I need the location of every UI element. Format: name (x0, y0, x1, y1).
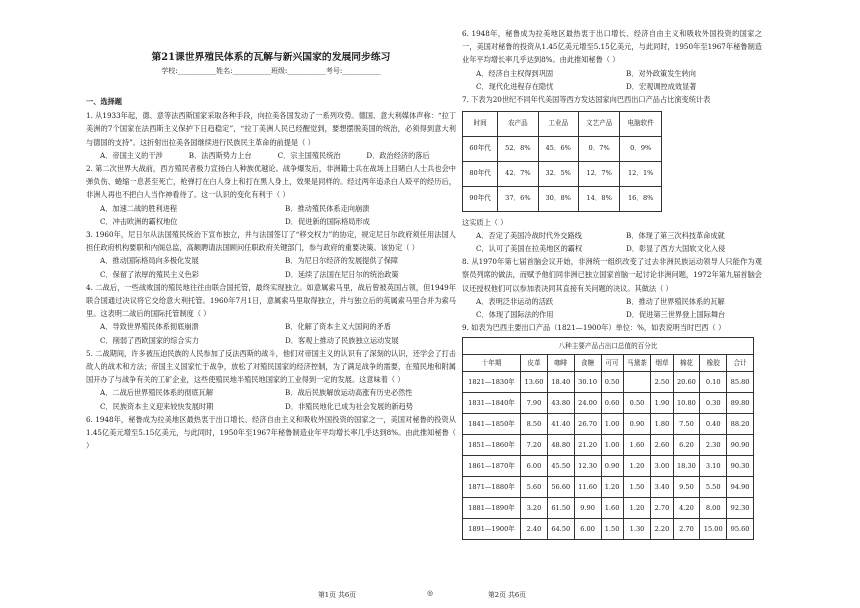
question-text: 5. 二战期间，许多被压迫民族的人民参加了反法西斯的战斗，他们对帝国主义的认识有了深刻的认识，还学会了打击敌人的战术和方法；帝国主义国家忙于战争，放松了对殖民国家的经济控制，为了满足战争的需要，在殖民地和附属国开办了与战争有关的工矿企业，这些使殖民地半殖民地国家的工业得到一定的发展。这意味着（ ） (86, 348, 456, 385)
table-cell: 12．7% (578, 161, 620, 186)
table-cell: 94.90 (727, 477, 754, 498)
table-cell: 48.80 (547, 435, 574, 456)
table-cell: 24.00 (574, 393, 601, 414)
question-text: 9. 如表为巴西主要出口产品（1821—1900年）单位：%，如表说明当时巴西（ ） (462, 323, 726, 333)
table-header: 食糖 (574, 355, 601, 372)
table-cell: 1841—1850年 (463, 414, 521, 435)
option-b: B．推动了世界殖民体系的瓦解 (626, 296, 725, 306)
table-cell: 2.70 (673, 519, 700, 540)
section-heading: 一、选择题 (86, 97, 122, 106)
question-6-start (86, 413, 456, 451)
option-b: B．体现了第三次科技革命成就 (626, 230, 725, 240)
question-text: 1. 从1933年起，德、意等法西斯国家采取各种手段，向拉美各国发动了一系列攻势。德国、意大利媒体声称：“拉丁美洲的7个国家在法西斯主义保护下日趋稳定”，“拉丁美洲人民已经醒觉到，要想摆脱美国的统治，必须得到意大利与德国的支持”。这折射出拉美各国继续进行民族民主革命的前提是（ ） (86, 111, 456, 147)
question-4 (86, 281, 456, 347)
table-caption: 八种主要产品占出口总值的百分比 (463, 338, 754, 355)
table-header: 马黛茶 (623, 355, 651, 372)
table-cell: 95.60 (727, 519, 754, 540)
table-cell: 0.50 (623, 393, 651, 414)
question-stem: 这实质上（ ） (462, 217, 508, 227)
option-d: D．促进新的国际格局形成 (285, 216, 370, 226)
table-cell: 80年代 (463, 161, 498, 186)
table-cell: 1831—1840年 (463, 393, 521, 414)
table-cell: 21.20 (574, 435, 601, 456)
table-cell: 7.90 (521, 393, 548, 414)
table-cell: 14．8% (578, 186, 620, 211)
table-cell: 1891—1900年 (463, 519, 521, 540)
table-cell: 2.30 (700, 435, 727, 456)
question-text: 4. 二战后，一些战败国的殖民地往往由联合国托管，最终实现独立。如意属索马里，战后曾被英国占领，但1949年联合国通过决议将它交给意大利托管。1960年7月1日，意属索马里取得独立，并与独立后的英属索马里合并为索马里。这表明二战后的国际托管制度（ ） (86, 282, 456, 319)
option-c: C．现代化进程存在隐忧 (476, 82, 554, 92)
table-cell: 88.20 (727, 414, 754, 435)
table-cell: 61.50 (547, 498, 574, 519)
table-cell: 12．1% (620, 161, 662, 186)
option-d: D．彰显了西方大国软文化入侵 (626, 244, 726, 254)
table-row (463, 372, 754, 393)
question-text: 8. 从1970年第七届首脑会议开始，非洲统一组织改变了过去非洲民族运动领导人只能作为观察员列席的做法，而赋予他们同非洲已独立国家首脑一起讨论非洲问题，1972年第九届首脑会议还授权他们可以参加表决同其直接有关问题的决议。其做法（ ） (462, 257, 762, 293)
question-8 (462, 255, 762, 321)
option-c: C．宗主国殖民统治 (277, 150, 341, 160)
table-cell: 7.20 (521, 435, 548, 456)
table-cell: 0.40 (700, 414, 727, 435)
table-cell: 18.40 (547, 372, 574, 393)
option-b: B．对外政策发生转向 (626, 69, 696, 78)
table-cell: 8.50 (521, 414, 548, 435)
table-header: 十年期 (463, 355, 521, 372)
table-cell: 2.40 (521, 519, 548, 540)
table-cell: 2.50 (651, 372, 673, 393)
question-text: 6. 1948年，秘鲁成为拉美地区最热衷于出口增长、经济自由主义和吸收外国投资的国家之一，美国对秘鲁的投资从1.45亿美元增至5.15亿美元，与此同时，1950年至1967年秘鲁制造业年平均增长率几乎达到8%。由此推知秘鲁（ ） (86, 414, 456, 451)
table-cell: 10.80 (673, 393, 700, 414)
table-header-row (463, 355, 754, 372)
option-b: B．法西斯势力上台 (188, 150, 252, 160)
table-cell: 9.90 (574, 498, 601, 519)
table-cell: 90.90 (727, 435, 754, 456)
option-b: B．推动殖民体系走向崩溃 (285, 203, 370, 213)
table-header: 工业品 (538, 111, 578, 136)
table-cell: 7.50 (673, 414, 700, 435)
table-cell: 1851—1860年 (463, 435, 521, 456)
table-cell: 0.90 (623, 414, 651, 435)
table-row (463, 498, 754, 519)
table-row (463, 456, 754, 477)
table-cell: 1.20 (601, 477, 623, 498)
option-d: D．政治经济的落后 (366, 150, 430, 160)
option-a: A．表明泛非运动的活跃 (476, 296, 554, 306)
question-7 (462, 93, 762, 255)
option-d: D．延续了法国在尼日尔的统治政策 (285, 269, 399, 279)
table-row (463, 136, 662, 161)
table-cell: 52．8% (498, 136, 538, 161)
option-c: C．体现了国际法的作用 (476, 310, 554, 320)
options (86, 202, 456, 228)
option-c: C．认可了美国在拉美地区的霸权 (476, 244, 583, 254)
table-row (463, 519, 754, 540)
page-title: 第21课世界殖民体系的瓦解与新兴国家的发展同步练习 (151, 52, 391, 63)
table-cell (623, 372, 651, 393)
question-text: 7. 下表为20世纪不同年代美国等西方发达国家向巴西出口产品占比演变统计表 (462, 95, 711, 105)
q6-options (462, 67, 762, 93)
table-cell: 43.80 (547, 393, 574, 414)
option-c: C．保留了浓厚的殖民主义色彩 (100, 269, 199, 279)
table-row (463, 477, 754, 498)
table-cell: 2.60 (651, 435, 673, 456)
table-row (463, 435, 754, 456)
table-cell: 2.70 (651, 498, 673, 519)
table-header: 时间 (463, 111, 498, 136)
table-cell: 45.50 (547, 456, 574, 477)
table-cell: 20.60 (673, 372, 700, 393)
question-9 (462, 321, 762, 540)
table-cell: 85.80 (727, 372, 754, 393)
options (462, 295, 762, 321)
question-6-continued (462, 29, 762, 67)
table-row (463, 414, 754, 435)
table-cell: 9.50 (673, 477, 700, 498)
option-d: D．促进第三世界登上国际舞台 (626, 310, 726, 320)
table-cell: 1.20 (623, 456, 651, 477)
table-cell: 1.50 (601, 519, 623, 540)
options (86, 386, 456, 412)
table-cell: 15.00 (700, 519, 727, 540)
table-cell: 6.00 (574, 519, 601, 540)
table-cell: 16．8% (620, 186, 662, 211)
table-cell: 2.20 (651, 519, 673, 540)
student-info-line: 学校:___________姓名:___________班级:___________考号:___________ (161, 67, 381, 75)
table-cell: 89.80 (727, 393, 754, 414)
table-cell: 1.00 (601, 435, 623, 456)
table-header: 合计 (727, 355, 754, 372)
options (86, 254, 456, 280)
table-row (463, 393, 754, 414)
question-5 (86, 347, 456, 413)
option-c: C．冲击欧洲的霸权地位 (100, 216, 178, 226)
options (86, 149, 456, 162)
table-cell: 90年代 (463, 186, 498, 211)
question-3 (86, 228, 456, 281)
table-cell: 3.20 (521, 498, 548, 519)
left-column (86, 0, 456, 451)
table-cell: 1821—1830年 (463, 372, 521, 393)
option-b: B．战后民族解放运动高涨有历史必然性 (285, 388, 413, 398)
table-cell: 64.50 (547, 519, 574, 540)
table-cell: 41.40 (547, 414, 574, 435)
table-cell: 42．7% (498, 161, 538, 186)
table-header: 文艺产品 (578, 111, 620, 136)
table-cell: 60年代 (463, 136, 498, 161)
table-cell: 1871—1880年 (463, 477, 521, 498)
options (86, 320, 456, 346)
table-header: 橡胶 (700, 355, 727, 372)
table-cell: 1881—1890年 (463, 498, 521, 519)
table-cell: 3.10 (700, 456, 727, 477)
table-cell: 26.70 (574, 414, 601, 435)
table-cell: 3.40 (651, 477, 673, 498)
export-share-table (462, 111, 662, 212)
question-1 (86, 109, 456, 162)
option-a: A．导致世界殖民体系彻底崩溃 (100, 322, 199, 332)
option-c: C．民族资本主义迎来较快发展时期 (100, 401, 214, 411)
question-text: 3. 1960年，尼日尔从法国殖民统治下宣布独立，并与法国签订了“移交权力”的协定，规定尼日尔政府须任用法国人担任政府机构要职和内阁总监，高额聘请法国顾问任职政府关键部门，参与政府的重要决策。该协定（ ） (86, 230, 456, 253)
table-cell: 90.30 (727, 456, 754, 477)
table-row (463, 161, 662, 186)
table-cell: 56.60 (547, 477, 574, 498)
table-cell: 32．5% (538, 161, 578, 186)
option-d: D．客观上推动了民族独立运动发展 (285, 335, 399, 345)
table-cell: 0.30 (700, 393, 727, 414)
table-cell: 1.90 (651, 393, 673, 414)
table-header-row (463, 111, 662, 136)
right-column (462, 29, 762, 540)
option-a: A．二战后世界殖民体系的彻底瓦解 (100, 388, 214, 398)
question-text: 6. 1948年，秘鲁成为拉美地区最热衷于出口增长、经济自由主义和吸收外国投资的国家之一，美国对秘鲁的投资从1.45亿美元增至5.15亿美元，与此同时，1950年至1967年秘鲁制造业年平均增长率几乎达到8%。由此推知秘鲁（ ） (462, 29, 762, 65)
table-cell: 0．7% (578, 136, 620, 161)
table-header: 烟草 (651, 355, 673, 372)
footer-page-right: 第2页 共6页 (488, 591, 526, 599)
table-cell: 30．8% (538, 186, 578, 211)
table-cell: 0.90 (601, 456, 623, 477)
table-cell: 6.00 (521, 456, 548, 477)
table-header: 咖啡 (547, 355, 574, 372)
brazil-exports-table (462, 337, 754, 540)
table-cell: 0.50 (601, 372, 623, 393)
table-cell: 1.20 (623, 498, 651, 519)
question-text: 2. 第二次世界大战前，西方殖民者极力宣扬白人种族优越论。战争爆发后，非洲籍士兵在战场上目睹白人士兵也会中弹负伤、蜷缩一息甚至死亡，枪弹打在白人身上和打在黑人身上，效果是同样的。经过两年追杀白人殴平的经历后，非洲人再也不把白人当作神看待了。这一认识的变化有利于（ ） (86, 164, 456, 200)
table-header: 可可 (601, 355, 623, 372)
option-a: A．加速二战的胜利进程 (100, 203, 178, 213)
table-cell: 5.60 (521, 477, 548, 498)
option-a: A．推动国际格局向多极化发展 (100, 256, 199, 266)
table-cell: 6.20 (673, 435, 700, 456)
table-cell: 18.30 (673, 456, 700, 477)
option-d: D．宏观调控成效显著 (626, 82, 697, 92)
table-cell: 0．9% (620, 136, 662, 161)
table-cell: 8.00 (700, 498, 727, 519)
table-cell: 45．6% (538, 136, 578, 161)
footer-page-left: 第1页 共6页 (318, 591, 356, 599)
table-cell: 4.20 (673, 498, 700, 519)
option-b: B．为尼日尔经济的发展提供了保障 (285, 256, 399, 266)
table-cell: 1.00 (601, 414, 623, 435)
table-cell: 1.50 (623, 477, 651, 498)
option-a: A．否定了美国冷战时代外交路线 (476, 230, 582, 240)
table-cell: 92.30 (727, 498, 754, 519)
option-b: B．化解了资本主义大国间的矛盾 (285, 322, 391, 332)
table-cell: 5.50 (700, 477, 727, 498)
table-row (463, 186, 662, 211)
table-header: 皮革 (521, 355, 548, 372)
table-cell: 1.60 (601, 498, 623, 519)
option-a: A．经济自主权得到巩固 (476, 69, 554, 78)
table-cell: 1861—1870年 (463, 456, 521, 477)
table-header: 电脑软件 (620, 111, 662, 136)
table-cell: 0.10 (700, 372, 727, 393)
table-header: 农产品 (498, 111, 538, 136)
question-2 (86, 162, 456, 228)
table-cell: 0.60 (601, 393, 623, 414)
table-cell: 1.80 (651, 414, 673, 435)
table-header: 棉花 (673, 355, 700, 372)
table-cell: 1.60 (623, 435, 651, 456)
table-caption-row (463, 338, 754, 355)
table-cell: 12.30 (574, 456, 601, 477)
footer-binding-mark: ◎ (427, 589, 433, 597)
table-cell: 13.60 (521, 372, 548, 393)
option-c: C．削弱了西欧国家的综合实力 (100, 335, 199, 345)
table-cell: 30.10 (574, 372, 601, 393)
table-cell: 1.30 (623, 519, 651, 540)
table-body (463, 372, 754, 540)
table-cell: 3.00 (651, 456, 673, 477)
option-d: D．非殖民地化已成为社会发展的新趋势 (285, 401, 413, 411)
options (462, 229, 762, 255)
table-cell: 11.60 (574, 477, 601, 498)
table-cell: 37．6% (498, 186, 538, 211)
option-a: A．帝国主义的干涉 (100, 150, 163, 160)
